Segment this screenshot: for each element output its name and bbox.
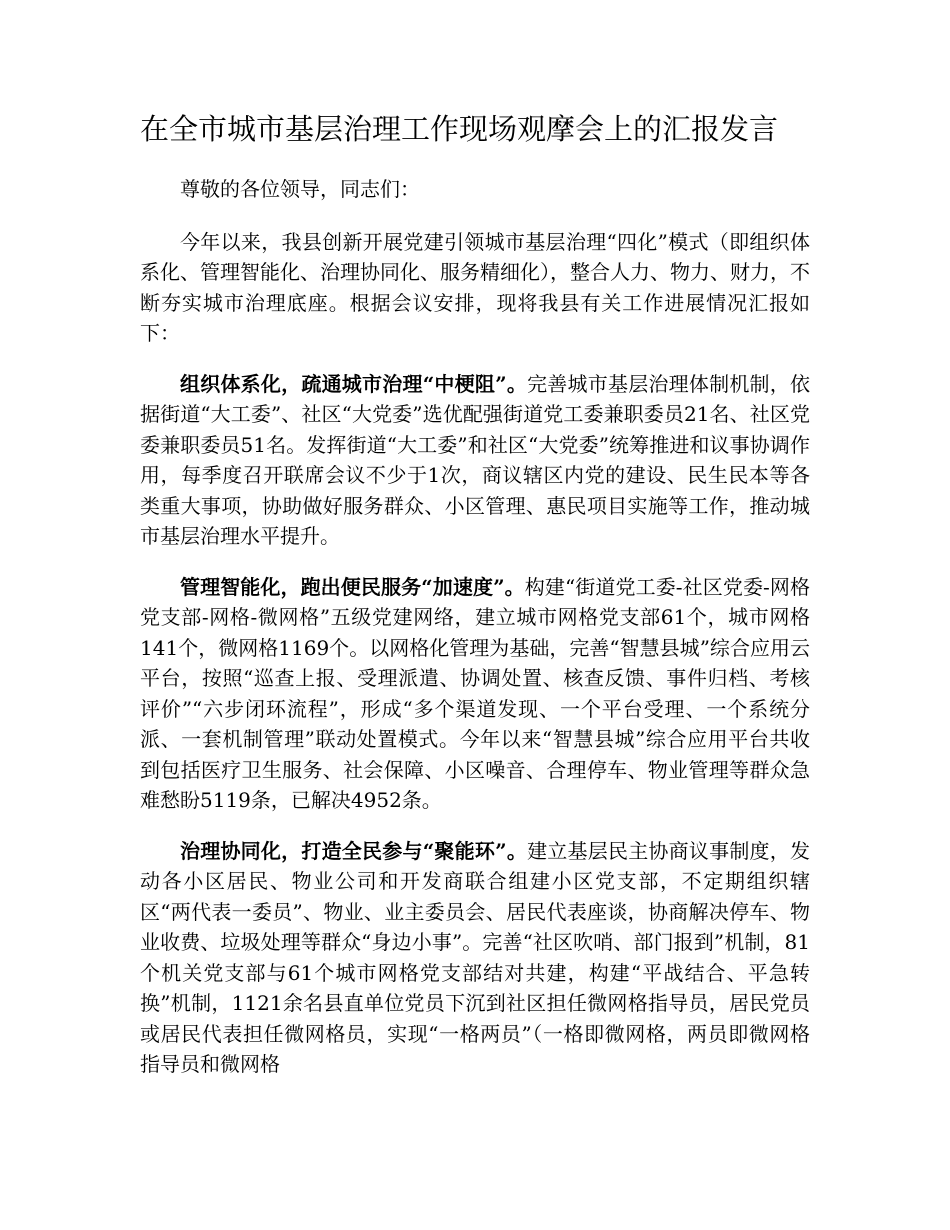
section-heading: 治理协同化，打造全民参与“聚能环”。 (180, 838, 528, 863)
section-heading: 管理智能化，跑出便民服务“加速度”。 (180, 574, 525, 599)
section-body: 构建“街道党工委-社区党委-网格党支部-网格-微网格”五级党建网络，建立城市网格党支部61个，城市网格141个，微网格1169个。以网格化管理为基础，完善“智慧县城”综合应用云平台，按照“巡查上报、受理派遣、协调处置、核查反馈、事件归档、考核评价”“六步闭环流程”，形成“多个渠道发现、一个平台受理、一个系统分派、一套机制管理”联动处置模式。今年以来“智慧县城”综合应用平台共收到包括医疗卫生服务、社会保障、小区噪音、合理停车、物业管理等群众急难愁盼5119条，已解决4952条。 (140, 574, 810, 812)
section-management (140, 572, 810, 816)
section-governance (140, 836, 810, 1080)
section-organization (140, 369, 810, 552)
document-title: 在全市城市基层治理工作现场观摩会上的汇报发言 (140, 112, 779, 146)
salutation: 尊敬的各位领导，同志们： (180, 177, 420, 201)
section-heading: 组织体系化，疏通城市治理“中梗阻”。 (180, 371, 528, 396)
document-page (140, 108, 810, 1080)
section-body: 完善城市基层治理体制机制，依据街道“大工委”、社区“大党委”选优配强街道党工委兼职委员21名、社区党委兼职委员51名。发挥街道“大工委”和社区“大党委”统筹推进和议事协调作用，每季度召开联席会议不少于1次，商议辖区内党的建设、民生民本等各类重大事项，协助做好服务群众、小区管理、惠民项目实施等工作，推动城市基层治理水平提升。 (140, 371, 811, 548)
section-body: 建立基层民主协商议事制度，发动各小区居民、物业公司和开发商联合组建小区党支部，不定期组织辖区“两代表一委员”、物业、业主委员会、居民代表座谈，协商解决停车、物业收费、垃圾处理等群众“身边小事”。完善“社区吹哨、部门报到”机制，81个机关党支部与61个城市网格党支部结对共建，构建“平战结合、平急转换”机制，1121余名县直单位党员下沉到社区担任微网格指导员，居民党员或居民代表担任微网格员，实现“一格两员”（一格即微网格，两员即微网格指导员和微网格 (140, 838, 811, 1076)
intro-paragraph: 今年以来，我县创新开展党建引领城市基层治理“四化”模式（即组织体系化、管理智能化、治理协同化、服务精细化），整合人力、物力、财力，不断夯实城市治理底座。根据会议安排，现将我县有关工作进展情况汇报如下： (140, 229, 810, 345)
